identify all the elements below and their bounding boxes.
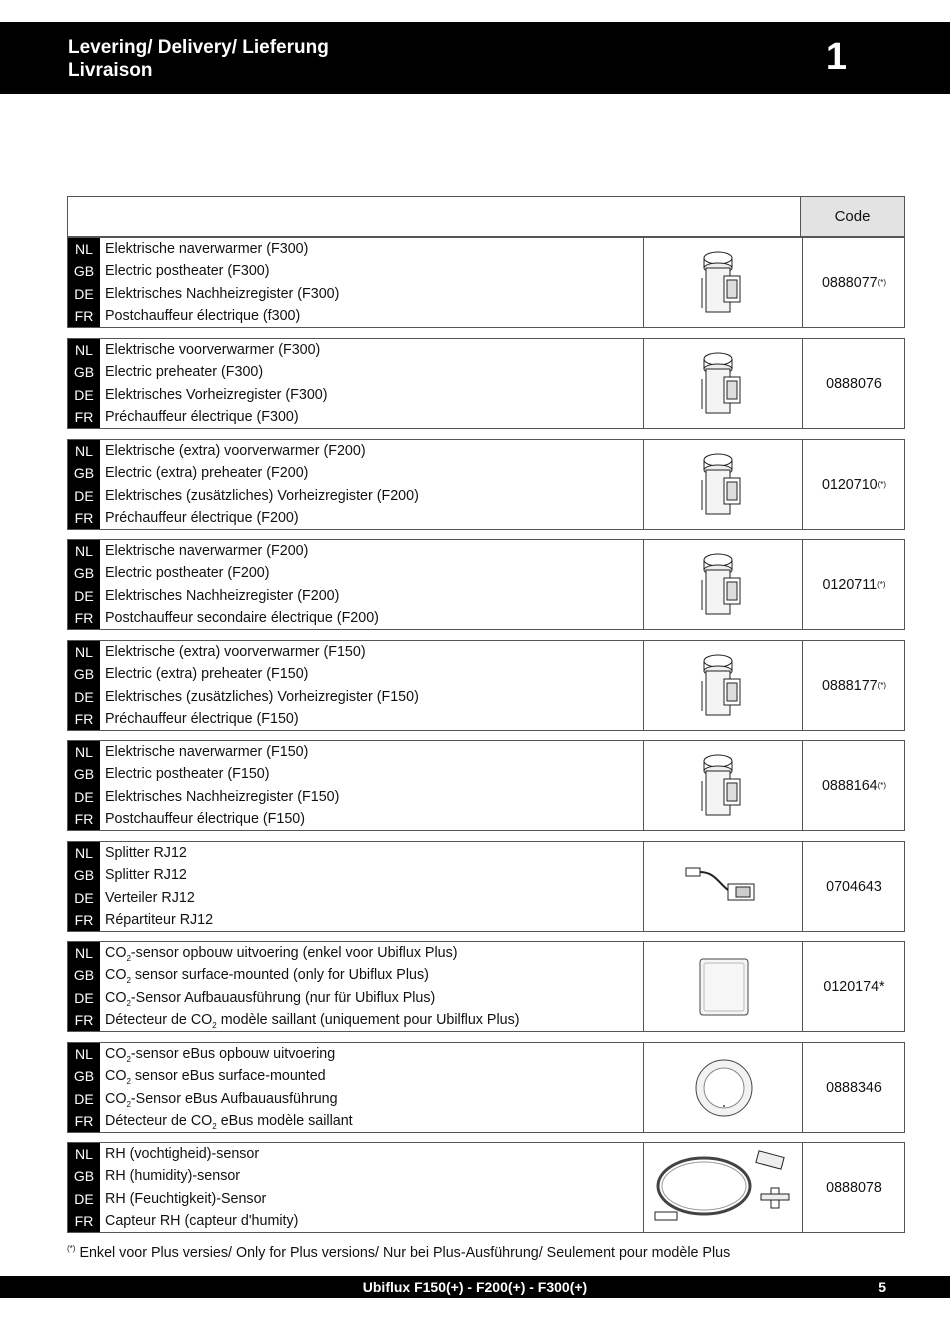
language-code: GB bbox=[73, 967, 95, 984]
footer-title: Ubiflux F150(+) - F200(+) - F300(+) bbox=[362, 1279, 588, 1295]
description-line: Elektrische naverwarmer (F300) bbox=[105, 241, 309, 257]
language-code: GB bbox=[73, 1168, 95, 1185]
language-code: DE bbox=[74, 788, 94, 805]
description-line: RH (Feuchtigkeit)-Sensor bbox=[105, 1190, 267, 1207]
language-codes bbox=[68, 1143, 100, 1232]
language-code: NL bbox=[75, 945, 93, 961]
part-code: 0120710 (*) bbox=[802, 440, 905, 529]
description-line: Electric postheater (F300) bbox=[105, 263, 270, 280]
description-lines bbox=[105, 339, 665, 428]
description-line: $CO_2$-Sensor Aufbauausführung (nur für Ubiflux Plus) bbox=[105, 989, 436, 1008]
description-line: Electric postheater (F200) bbox=[105, 565, 270, 582]
description-lines bbox=[105, 540, 665, 629]
description-lines bbox=[105, 641, 665, 730]
description-lines bbox=[105, 1143, 665, 1232]
description-lines bbox=[105, 741, 665, 830]
language-code: NL bbox=[75, 744, 93, 760]
description-lines bbox=[105, 842, 665, 931]
language-code: NL bbox=[75, 543, 93, 559]
language-code: FR bbox=[74, 408, 94, 425]
language-code: DE bbox=[74, 989, 94, 1006]
table-header bbox=[67, 196, 905, 237]
description-lines bbox=[105, 440, 665, 529]
header-title-line2: Livraison bbox=[68, 60, 153, 81]
language-code: GB bbox=[73, 867, 95, 884]
part-code: 0888076 bbox=[802, 339, 905, 428]
language-code: FR bbox=[74, 1011, 94, 1028]
description-line: Préchauffeur électrique (F300) bbox=[105, 408, 299, 425]
language-code: FR bbox=[74, 710, 94, 727]
description-lines bbox=[105, 1043, 665, 1132]
footnote bbox=[67, 1244, 730, 1261]
part-code: 0888078 bbox=[802, 1143, 905, 1232]
language-code: FR bbox=[74, 307, 94, 324]
language-codes bbox=[68, 238, 100, 327]
description-lines bbox=[105, 238, 665, 327]
description-line: RH (humidity)-sensor bbox=[105, 1168, 241, 1185]
language-code: FR bbox=[74, 609, 94, 626]
language-code: GB bbox=[73, 1068, 95, 1085]
table-row bbox=[67, 338, 905, 429]
description-line: Elektrische naverwarmer (F200) bbox=[105, 543, 309, 559]
language-code: NL bbox=[75, 443, 93, 459]
cable-image bbox=[643, 1143, 803, 1232]
description-line: Elektrische (extra) voorverwarmer (F150) bbox=[105, 644, 366, 660]
heater-image bbox=[643, 741, 803, 830]
language-codes bbox=[68, 540, 100, 629]
description-line: Elektrisches Vorheizregister (F300) bbox=[105, 386, 328, 403]
language-code: GB bbox=[73, 565, 95, 582]
description-line: Préchauffeur électrique (F150) bbox=[105, 710, 299, 727]
table-row bbox=[67, 941, 905, 1032]
heater-image bbox=[643, 238, 803, 327]
heater-image bbox=[643, 339, 803, 428]
header-title-line1: Levering/ Delivery/ Lieferung bbox=[68, 37, 329, 58]
language-code: GB bbox=[73, 465, 95, 482]
language-codes bbox=[68, 641, 100, 730]
description-line: Détecteur de $CO_2$ modèle saillant (uniquement pour Ubilflux Plus) bbox=[105, 1011, 520, 1030]
language-code: DE bbox=[74, 889, 94, 906]
description-line: Postchauffeur secondaire électrique (F200) bbox=[105, 609, 379, 626]
part-code: 0704643 bbox=[802, 842, 905, 931]
header-title bbox=[68, 36, 329, 82]
language-codes bbox=[68, 741, 100, 830]
description-lines bbox=[105, 942, 665, 1031]
splitter-image bbox=[643, 842, 803, 931]
code-column-header: Code bbox=[800, 197, 904, 236]
page-footer bbox=[0, 1276, 950, 1298]
round-image bbox=[643, 1043, 803, 1132]
footnote-text: Enkel voor Plus versies/ Only for Plus versions/ Nur bei Plus-Ausführung/ Seulement pour modèle Plus bbox=[79, 1244, 731, 1261]
language-code: GB bbox=[73, 666, 95, 683]
language-codes bbox=[68, 440, 100, 529]
chapter-number: 1 bbox=[825, 36, 847, 78]
language-codes bbox=[68, 1043, 100, 1132]
language-code: FR bbox=[74, 509, 94, 526]
language-code: GB bbox=[73, 364, 95, 381]
table-row bbox=[67, 1042, 905, 1133]
description-line: Splitter RJ12 bbox=[105, 845, 187, 861]
heater-image bbox=[643, 540, 803, 629]
language-code: NL bbox=[75, 1046, 93, 1062]
language-code: FR bbox=[74, 810, 94, 827]
part-code: 0888077 (*) bbox=[802, 238, 905, 327]
language-code: GB bbox=[73, 263, 95, 280]
description-line: Elektrisches Nachheizregister (F300) bbox=[105, 285, 340, 302]
description-line: Postchauffeur électrique (F150) bbox=[105, 810, 306, 827]
description-line: $CO_2$ sensor eBus surface-mounted bbox=[105, 1068, 326, 1087]
language-code: GB bbox=[73, 766, 95, 783]
description-line: $CO_2$ sensor surface-mounted (only for Ubiflux Plus) bbox=[105, 967, 429, 986]
description-line: Détecteur de $CO_2$ eBus modèle saillant bbox=[105, 1112, 353, 1131]
language-code: DE bbox=[74, 688, 94, 705]
description-line: Capteur RH (capteur d'humity) bbox=[105, 1212, 299, 1229]
table-row bbox=[67, 841, 905, 932]
language-code: NL bbox=[75, 342, 93, 358]
language-code: DE bbox=[74, 386, 94, 403]
language-code: DE bbox=[74, 487, 94, 504]
description-line: RH (vochtigheid)-sensor bbox=[105, 1146, 260, 1162]
co2box-image bbox=[643, 942, 803, 1031]
language-code: DE bbox=[74, 1090, 94, 1107]
language-code: NL bbox=[75, 1146, 93, 1162]
description-line: Postchauffeur électrique (f300) bbox=[105, 307, 301, 324]
description-line: Elektrisches (zusätzliches) Vorheizregister (F200) bbox=[105, 487, 419, 504]
description-line: Verteiler RJ12 bbox=[105, 889, 195, 906]
language-code: NL bbox=[75, 845, 93, 861]
language-code: FR bbox=[74, 911, 94, 928]
page-header bbox=[0, 22, 950, 94]
description-line: Elektrisches (zusätzliches) Vorheizregister (F150) bbox=[105, 688, 419, 705]
description-line: Electric postheater (F150) bbox=[105, 766, 270, 783]
description-line: Elektrisches Nachheizregister (F150) bbox=[105, 788, 340, 805]
language-codes bbox=[68, 842, 100, 931]
language-code: DE bbox=[74, 285, 94, 302]
description-line: $CO_2$-Sensor eBus Aufbauausführung bbox=[105, 1090, 338, 1109]
part-code: 0120174* bbox=[802, 942, 905, 1031]
language-code: NL bbox=[75, 644, 93, 660]
language-codes bbox=[68, 339, 100, 428]
description-line: Electric (extra) preheater (F200) bbox=[105, 465, 309, 482]
part-code: 0888346 bbox=[802, 1043, 905, 1132]
part-code: 0888177 (*) bbox=[802, 641, 905, 730]
language-code: FR bbox=[74, 1212, 94, 1229]
language-code: NL bbox=[75, 241, 93, 257]
part-code: 0888164 (*) bbox=[802, 741, 905, 830]
description-line: Elektrische voorverwarmer (F300) bbox=[105, 342, 321, 358]
footnote-mark: (*) bbox=[67, 1244, 76, 1253]
language-code: DE bbox=[74, 587, 94, 604]
description-line: Splitter RJ12 bbox=[105, 867, 187, 884]
table-row bbox=[67, 640, 905, 731]
description-line: $CO_2$-sensor opbouw uitvoering (enkel voor Ubiflux Plus) bbox=[105, 945, 458, 963]
table-row bbox=[67, 539, 905, 630]
description-line: Electric preheater (F300) bbox=[105, 364, 264, 381]
description-line: Répartiteur RJ12 bbox=[105, 911, 214, 928]
heater-image bbox=[643, 440, 803, 529]
table-row bbox=[67, 740, 905, 831]
table-row bbox=[67, 439, 905, 530]
description-line: $CO_2$-sensor eBus opbouw uitvoering bbox=[105, 1046, 336, 1064]
part-code: 0120711 (*) bbox=[802, 540, 905, 629]
description-line: Elektrische naverwarmer (F150) bbox=[105, 744, 309, 760]
table-row bbox=[67, 1142, 905, 1233]
language-codes bbox=[68, 942, 100, 1031]
table-row bbox=[67, 237, 905, 328]
language-code: FR bbox=[74, 1112, 94, 1129]
heater-image bbox=[643, 641, 803, 730]
description-line: Elektrische (extra) voorverwarmer (F200) bbox=[105, 443, 366, 459]
language-code: DE bbox=[74, 1190, 94, 1207]
description-line: Electric (extra) preheater (F150) bbox=[105, 666, 309, 683]
description-line: Elektrisches Nachheizregister (F200) bbox=[105, 587, 340, 604]
description-line: Préchauffeur électrique (F200) bbox=[105, 509, 299, 526]
page-number: 5 bbox=[878, 1279, 886, 1295]
